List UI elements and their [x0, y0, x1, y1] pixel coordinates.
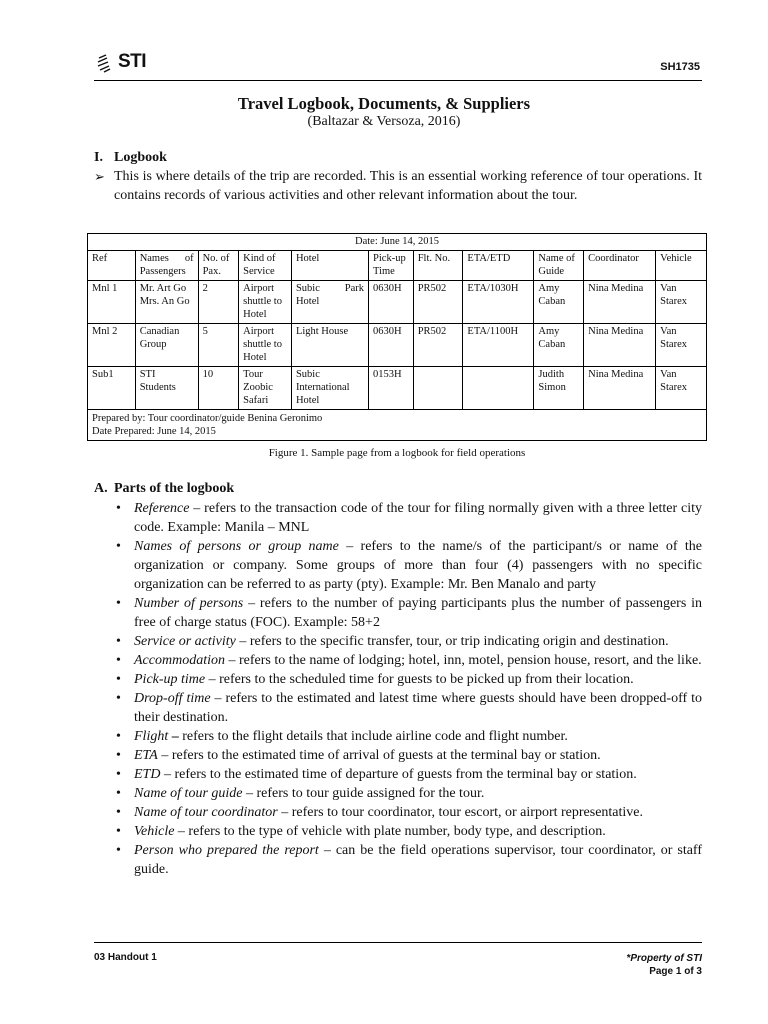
definition: refers to the number of paying participants plus the number of passengers in free of charge status (FOC). Example: 58+2 [134, 596, 703, 630]
definition: refers to the estimated and latest time where guests should have been dropped-off to their destination. [134, 691, 702, 725]
list-item [114, 746, 702, 765]
column-header: ETA/ETD [463, 251, 534, 281]
table-cell: ETA/1100H [463, 324, 534, 367]
table-cell [463, 367, 534, 410]
column-header: Hotel [291, 251, 368, 281]
table-cell: Light House [291, 324, 368, 367]
term: Accommodation [134, 653, 225, 668]
document-citation: (Baltazar & Versoza, 2016) [307, 114, 461, 129]
table-cell: Mr. Art Go Mrs. An Go [135, 281, 198, 324]
column-header: No. of Pax. [198, 251, 239, 281]
term-separator: – [277, 805, 292, 820]
definition: refers to the estimated time of arrival of guests at the terminal bay or station. [171, 748, 601, 763]
term-separator: – [174, 824, 189, 839]
column-header: Name of Guide [534, 251, 584, 281]
bullet-icon: • [116, 691, 121, 706]
definition: can be the field operations supervisor, tour coordinator, or staff guide. [134, 843, 702, 877]
term: Flight [134, 729, 169, 744]
term: Names of persons or group name [134, 539, 339, 554]
sti-logo [96, 50, 166, 74]
bullet-icon: • [116, 501, 121, 516]
table-cell: ETA/1030H [463, 281, 534, 324]
table-cell: Mnl 1 [88, 281, 136, 324]
definition: refers to the transaction code of the tour for filing normally given with a three letter city code. Example: Manila – MNL [134, 501, 702, 535]
section-heading-parts [94, 481, 234, 497]
term: ETD [134, 767, 161, 782]
bullet-icon: • [116, 748, 121, 763]
figure-caption: Figure 1. Sample page from a logbook for field operations [268, 447, 526, 459]
section-number: I. [94, 150, 103, 165]
column-header: Ref [88, 251, 136, 281]
list-item [114, 594, 702, 632]
column-header: Coordinator [584, 251, 656, 281]
term: Vehicle [134, 824, 175, 839]
document-title: Travel Logbook, Documents, & Suppliers [237, 94, 531, 113]
table-cell: 2 [198, 281, 239, 324]
table-cell: 5 [198, 324, 239, 367]
term-separator: – [210, 691, 226, 706]
column-header: Vehicle [656, 251, 707, 281]
term: Service or activity [134, 634, 236, 649]
document-code: SH1735 [660, 61, 700, 73]
table-cell: Van Starex [656, 281, 707, 324]
table-row [88, 324, 707, 367]
page-footer [94, 942, 702, 977]
definition: refers to tour coordinator, tour escort, or airport representative. [291, 805, 644, 820]
list-item [114, 499, 702, 537]
term: Number of persons [134, 596, 244, 611]
column-header: Pick-up Time [369, 251, 414, 281]
term: Pick-up time [134, 672, 206, 687]
term-separator: – [157, 748, 172, 763]
term-separator: – [243, 596, 260, 611]
column-header: Kind of Service [239, 251, 292, 281]
term: ETA [134, 748, 158, 763]
list-item [114, 822, 702, 841]
list-item [114, 689, 702, 727]
section-title: Parts of the logbook [114, 481, 235, 496]
list-item [114, 537, 702, 594]
term: Drop-off time [134, 691, 211, 706]
table-cell: PR502 [413, 324, 463, 367]
section-title: Logbook [114, 150, 167, 165]
table-cell: Canadian Group [135, 324, 198, 367]
list-item [114, 651, 702, 670]
date-prepared: Date Prepared: June 14, 2015 [92, 426, 216, 437]
term-separator: – [168, 729, 183, 744]
term-separator: – [338, 539, 361, 554]
section-number: A. [94, 481, 108, 496]
bullet-icon: • [116, 653, 121, 668]
definition: refers to the flight details that include airline code and flight number. [182, 729, 568, 744]
table-cell: Airport shuttle to Hotel [239, 324, 292, 367]
bullet-icon: • [116, 634, 121, 649]
table-header-row [88, 251, 707, 281]
table-cell: Nina Medina [584, 281, 656, 324]
table-cell: Judith Simon [534, 367, 584, 410]
list-item [114, 765, 702, 784]
bullet-icon: • [116, 596, 121, 611]
list-item [114, 841, 702, 879]
term: Name of tour coordinator [134, 805, 278, 820]
term-separator: – [235, 634, 250, 649]
definition: refers to the specific transfer, tour, or trip indicating origin and destination. [249, 634, 669, 649]
bullet-icon: • [116, 843, 121, 858]
term-separator: – [189, 501, 205, 516]
term: Reference [134, 501, 190, 516]
table-cell: Sub1 [88, 367, 136, 410]
definition: refers to the name of lodging; hotel, inn, motel, pension house, resort, and the like. [238, 653, 702, 668]
table-cell: 0630H [369, 324, 414, 367]
column-header: Flt. No. [413, 251, 463, 281]
term: Name of tour guide [134, 786, 243, 801]
definition: refers to the scheduled time for guests to be picked up from their location. [219, 672, 634, 687]
term-separator: – [242, 786, 257, 801]
bullet-icon: • [116, 824, 121, 839]
table-row [88, 281, 707, 324]
table-row [88, 367, 707, 410]
list-item [114, 632, 702, 651]
definition: refers to the name/s of the participant/s or name of the organization or company. Some groups of more than four (4) passengers with no specific organization can be referred to as party (pty). Example: Mr. Ben Manalo and party [134, 539, 703, 592]
bullet-icon: • [116, 539, 121, 554]
handout-label: 03 Handout 1 [94, 952, 157, 963]
term: Person who prepared the report [134, 843, 319, 858]
prepared-by: Prepared by: Tour coordinator/guide Benina Geronimo [92, 413, 323, 424]
table-cell [413, 367, 463, 410]
table-cell: Nina Medina [584, 324, 656, 367]
table-cell: STI Students [135, 367, 198, 410]
section-heading-logbook [94, 150, 167, 166]
arrow-bullet-icon: ➢ [94, 169, 105, 184]
bullet-icon: • [116, 767, 121, 782]
logbook-date: Date: June 14, 2015 [88, 234, 707, 251]
table-cell: Subic International Hotel [291, 367, 368, 410]
footer-right [626, 952, 702, 978]
list-item [114, 670, 702, 689]
bullet-icon: • [116, 729, 121, 744]
term-separator: – [318, 843, 336, 858]
property-notice: *Property of STI [626, 953, 702, 964]
page-number: Page 1 of 3 [649, 966, 702, 977]
table-cell: 0630H [369, 281, 414, 324]
table-footer-row [88, 410, 707, 441]
table-cell: Tour Zoobic Safari [239, 367, 292, 410]
table-cell: 10 [198, 367, 239, 410]
logbook-table [87, 233, 707, 441]
definition: refers to the type of vehicle with plate number, body type, and description. [188, 824, 606, 839]
table-cell: Van Starex [656, 367, 707, 410]
intro-text: This is where details of the trip are recorded. This is an essential working reference of tour operations. It contains records of various activities and other relevant information about the tour. [114, 169, 702, 203]
table-cell: Amy Caban [534, 324, 584, 367]
bullet-icon: • [116, 805, 121, 820]
term-separator: – [224, 653, 239, 668]
definition: refers to tour guide assigned for the tour. [256, 786, 485, 801]
table-cell: Airport shuttle to Hotel [239, 281, 292, 324]
bullet-icon: • [116, 786, 121, 801]
table-cell: Mnl 2 [88, 324, 136, 367]
logbook-intro [94, 167, 702, 205]
column-header: Names of Passengers [135, 251, 198, 281]
list-item [114, 803, 702, 822]
table-cell: Subic Park Hotel [291, 281, 368, 324]
term-separator: – [205, 672, 220, 687]
term-separator: – [160, 767, 175, 782]
definition: refers to the estimated time of departure of guests from the terminal bay or station. [174, 767, 637, 782]
page-header [94, 46, 702, 81]
logo-text: STI [118, 51, 147, 72]
table-cell: Nina Medina [584, 367, 656, 410]
bullet-icon: • [116, 672, 121, 687]
table-cell: Van Starex [656, 324, 707, 367]
table-cell: Amy Caban [534, 281, 584, 324]
table-cell: 0153H [369, 367, 414, 410]
list-item [114, 727, 702, 746]
list-item [114, 784, 702, 803]
parts-list [114, 499, 702, 879]
table-cell: PR502 [413, 281, 463, 324]
